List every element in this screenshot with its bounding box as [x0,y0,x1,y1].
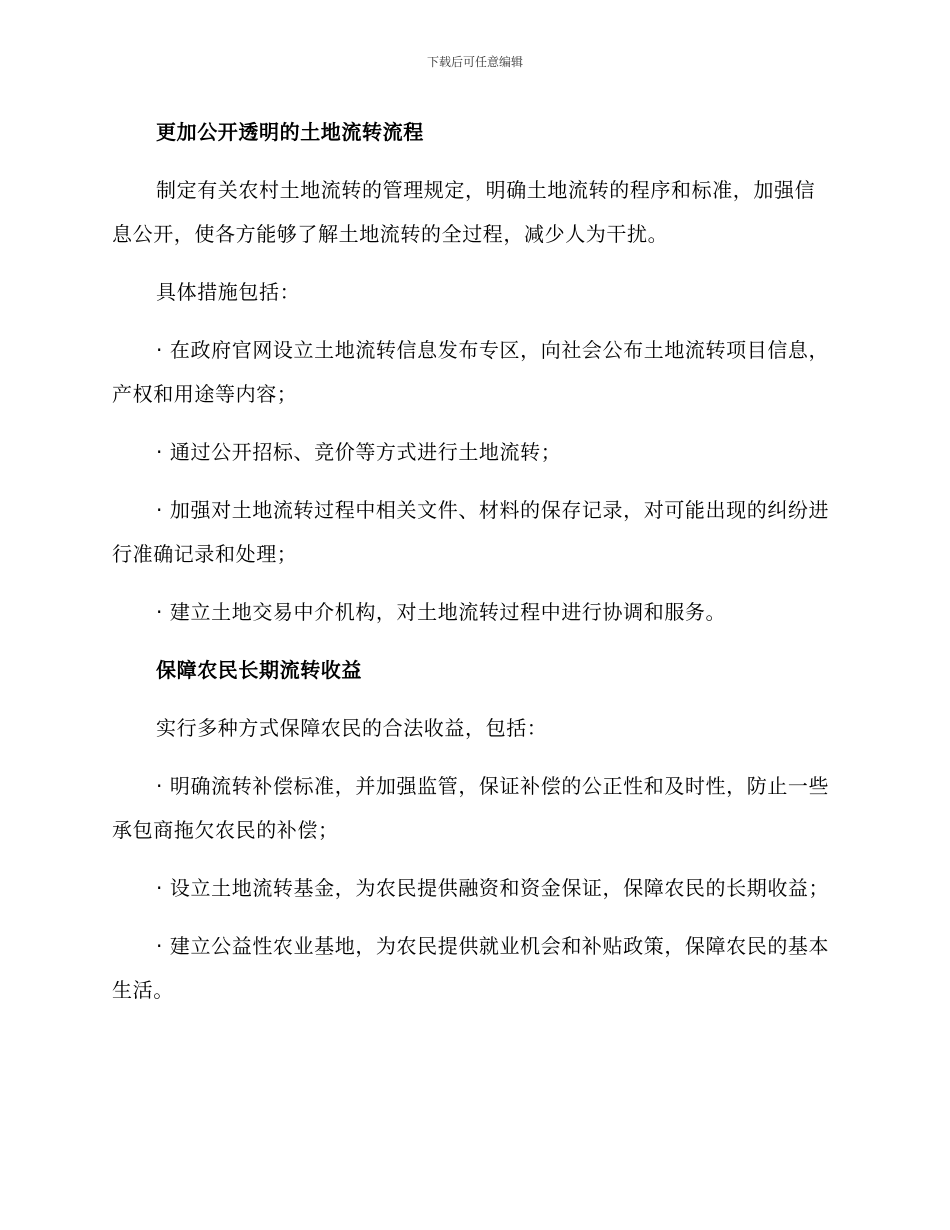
list-item: · 在政府官网设立土地流转信息发布专区，向社会公布土地流转项目信息，产权和用途等内容； [112,338,830,406]
list-item: · 设立土地流转基金，为农民提供融资和资金保证，保障农民的长期收益； [156,876,830,900]
list-item: · 明确流转补偿标准，并加强监管，保证补偿的公正性和及时性，防止一些承包商拖欠农民的补偿； [112,774,830,842]
list-item: · 通过公开招标、竞价等方式进行土地流转； [156,440,562,464]
section-lead: 实行多种方式保障农民的合法收益，包括： [156,716,548,740]
document-body [112,110,832,1026]
list-item: · 建立公益性农业基地，为农民提供就业机会和补贴政策，保障农民的基本生活。 [112,934,830,1002]
section-lead: 具体措施包括： [156,280,301,304]
list-item: · 加强对土地流转过程中相关文件、材料的保存记录，对可能出现的纠纷进行准确记录和处理； [112,498,830,566]
section-intro: 制定有关农村土地流转的管理规定，明确土地流转的程序和标准，加强信息公开，使各方能够了解土地流转的全过程，减少人为干扰。 [112,178,816,246]
section-heading: 更加公开透明的土地流转流程 [156,120,424,144]
list-item: · 建立土地交易中介机构，对土地流转过程中进行协调和服务。 [156,600,727,624]
section-heading: 保障农民长期流转收益 [156,658,362,682]
page-header: 下载后可任意编辑 [426,55,523,69]
